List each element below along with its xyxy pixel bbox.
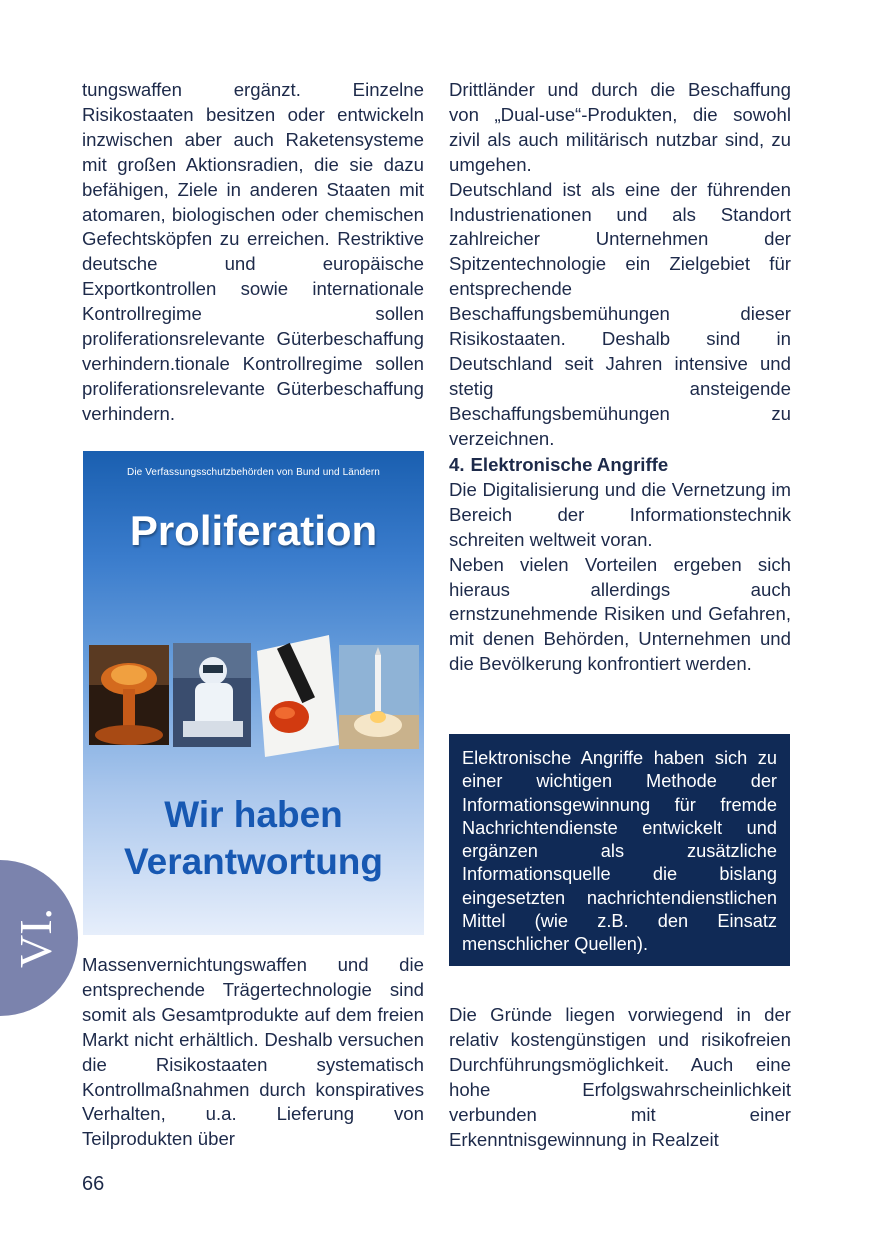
left-column-top: [82, 78, 424, 427]
left-column-bottom: [82, 953, 424, 1152]
body-paragraph: Massenvernichtungswaffen und die entsprechende Trägertechnologie sind somit als Gesamtprodukte auf dem freien Markt nicht erhältlich. Deshalb versuchen die Risikostaaten systematisch Kontrollmaßnahmen durch konspiratives Verhalten, u.a. Lieferung von Teilprodukten über: [82, 954, 424, 1150]
cover-photo-collage: [83, 631, 424, 761]
section-elektronische-angriffe: [449, 453, 791, 677]
body-paragraph: Deutschland ist als eine der führenden Industrienationen und als Standort zahlreicher Unternehmen der Spitzentechnologie ein Zielgebiet für entsprechende Beschaffungsbemühungen dieser Risikostaaten. Deshalb sind in Deutschland seit Jahren intensive und stetig ansteigende Beschaffungsbemühungen zu verzeichnen.: [449, 178, 791, 449]
body-paragraph: Die Gründe liegen vorwiegend in der relativ kostengünstigen und risikofreien Durchführungsmöglichkeit. Auch eine hohe Erfolgswahrscheinlichkeit verbunden mit einer Erkenntnisgewinnung in Realzeit: [449, 1004, 791, 1150]
cover-title: Proliferation: [129, 507, 378, 554]
missile-launch-photo: [339, 645, 419, 749]
lab-flask-photo: [257, 635, 339, 757]
body-paragraph: Drittländer und durch die Beschaffung von „Dual-use“-Produkten, die sowohl zivil als auch militärisch nutzbar sind, zu umgehen.: [449, 79, 791, 175]
mushroom-cloud-photo: [89, 645, 169, 745]
info-box: [449, 734, 790, 966]
cover-slogan-line: Verantwortung: [123, 841, 384, 882]
section-title: Elektronische Angriffe: [470, 454, 669, 475]
cover-publisher: Die Verfassungsschutzbehörden von Bund und Ländern: [127, 467, 380, 478]
info-box-text: Elektronische Angriffe haben sich zu einer wichtigen Methode der Informationsgewinnung für fremde Nachrichtendienste entwickelt und ergänzen als zusätzliche Informationsquelle die bislang eingesetzten nachrichtendienstlichen Mittel (wie z.B. den Einsatz menschlicher Quellen).: [462, 748, 777, 955]
cover-slogan-line: Wir haben: [164, 794, 343, 835]
hazmat-suit-photo: [173, 643, 251, 747]
section-heading: [449, 453, 791, 478]
cover-slogan: [83, 791, 424, 885]
section-number: 4.: [449, 454, 465, 475]
body-paragraph: Die Digitalisierung und die Vernetzung im Bereich der Informationstechnik schreiten weltweit voran.: [449, 478, 791, 550]
right-column-top: [449, 78, 791, 452]
chapter-tab-label: VI.: [10, 907, 61, 969]
body-paragraph: tungswaffen ergänzt. Einzelne Risikostaaten besitzen oder entwickeln inzwischen aber auch Raketensysteme mit großen Aktionsradien, die sie dazu befähigen, Ziele in anderen Staaten mit atomaren, biologischen oder chemischen Gefechtsköpfen zu erreichen. Restriktive deutsche und europäische Exportkontrollen sowie internationale Kontrollregime sollen proliferationsrelevante Güterbeschaffung verhindern.tionale Kontrollregime sollen proliferationsrelevante Güterbeschaffung verhindern.: [82, 79, 424, 424]
book-cover-image: [83, 451, 424, 935]
right-column-bottom: [449, 1003, 791, 1152]
page-number: 66: [82, 1173, 105, 1195]
body-paragraph: Neben vielen Vorteilen ergeben sich hieraus allerdings auch ernstzunehmende Risiken und Gefahren, mit denen Behörden, Unternehmen und die Bevölkerung konfrontiert werden.: [449, 553, 791, 675]
